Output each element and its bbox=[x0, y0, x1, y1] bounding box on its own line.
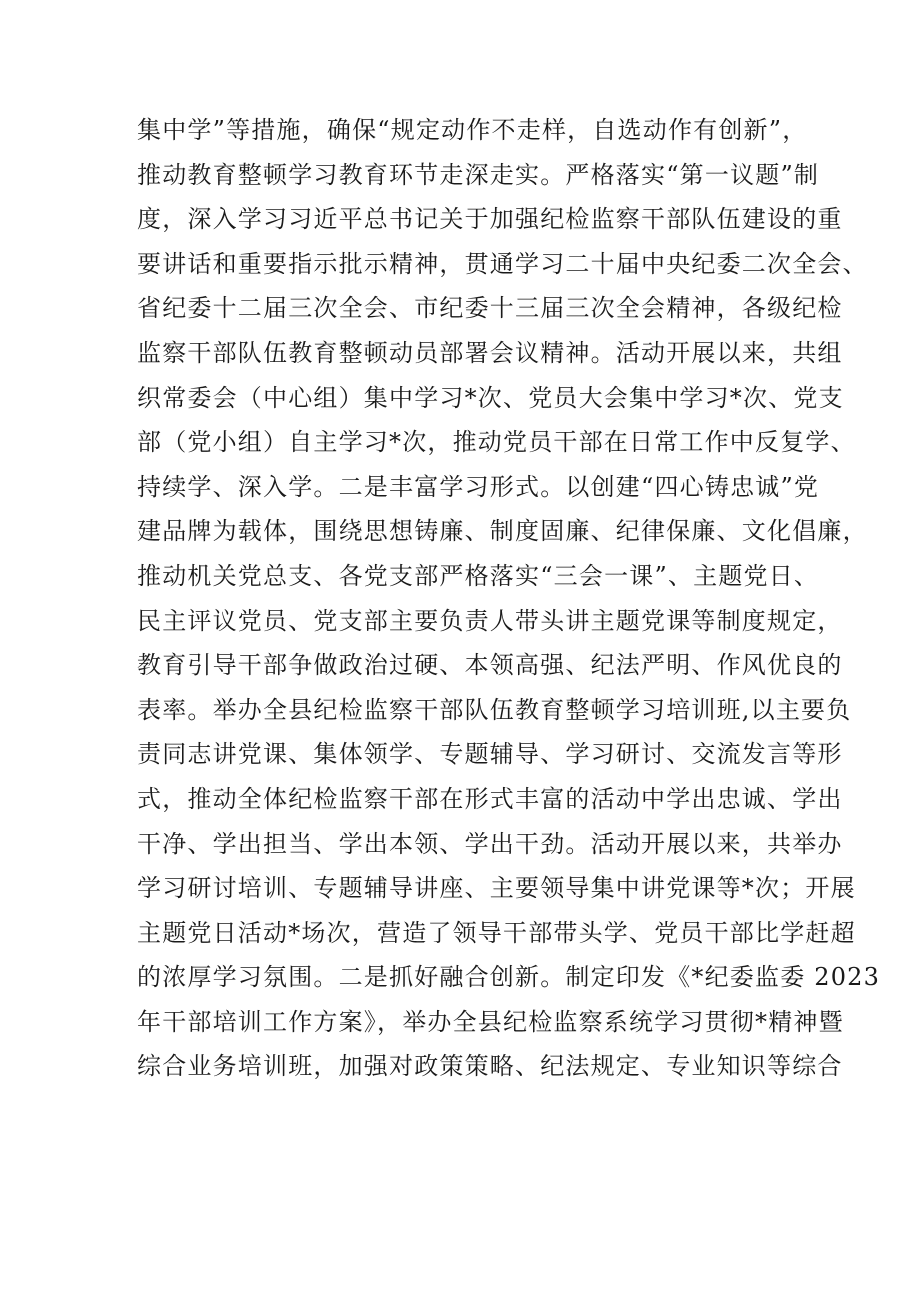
text-line: 要讲话和重要指示批示精神，贯通学习二十届中央纪委二次全会、 bbox=[137, 249, 868, 278]
text-line: 织常委会（中心组）集中学习*次、党员大会集中学习*次、党支 bbox=[137, 383, 844, 412]
text-line: 持续学、深入学。二是丰富学习形式。以创建“四心铸忠诚”党 bbox=[137, 472, 820, 501]
text-line: 责同志讲党课、集体领学、专题辅导、学习研讨、交流发言等形 bbox=[137, 740, 843, 769]
text-line: 的浓厚学习氛围。二是抓好融合创新。制定印发《*纪委监委 2023 bbox=[137, 963, 881, 992]
text-line: 表率。举办全县纪检监察干部队伍教育整顿学习培训班,以主要负 bbox=[137, 695, 852, 724]
text-line: 年干部培训工作方案》，举办全县纪检监察系统学习贯彻*精神暨 bbox=[137, 1007, 844, 1036]
text-line: 综合业务培训班，加强对政策策略、纪法规定、专业知识等综合 bbox=[137, 1052, 843, 1081]
text-line: 干净、学出担当、学出本领、学出干劲。活动开展以来，共举办 bbox=[137, 829, 843, 858]
text-line: 民主评议党员、党支部主要负责人带头讲主题党课等制度规定， bbox=[137, 606, 843, 635]
text-line: 主题党日活动*场次，营造了领导干部带头学、党员干部比学赶超 bbox=[137, 918, 856, 947]
text-line: 学习研讨培训、专题辅导讲座、主要领导集中讲党课等*次；开展 bbox=[137, 874, 856, 903]
text-line: 建品牌为载体，围绕思想铸廉、制度固廉、纪律保廉、文化倡廉， bbox=[137, 517, 868, 546]
text-line: 式，推动全体纪检监察干部在形式丰富的活动中学出忠诚、学出 bbox=[137, 784, 843, 813]
text-line: 监察干部队伍教育整顿动员部署会议精神。活动开展以来，共组 bbox=[137, 338, 843, 367]
text-line: 教育引导干部争做政治过硬、本领高强、纪法严明、作风优良的 bbox=[137, 651, 843, 680]
text-line: 推动机关党总支、各党支部严格落实“三会一课”、主题党日、 bbox=[137, 561, 820, 590]
text-line: 度，深入学习习近平总书记关于加强纪检监察干部队伍建设的重 bbox=[137, 205, 843, 234]
text-line: 省纪委十二届三次全会、市纪委十三届三次全会精神，各级纪检 bbox=[137, 294, 843, 323]
text-line: 推动教育整顿学习教育环节走深走实。严格落实“第一议题”制 bbox=[137, 160, 820, 189]
text-line: 部（党小组）自主学习*次，推动党员干部在日常工作中反复学、 bbox=[137, 428, 856, 457]
body-text bbox=[137, 108, 881, 1089]
text-line: 集中学”等措施，确保“规定动作不走样，自选动作有创新”， bbox=[137, 116, 808, 144]
